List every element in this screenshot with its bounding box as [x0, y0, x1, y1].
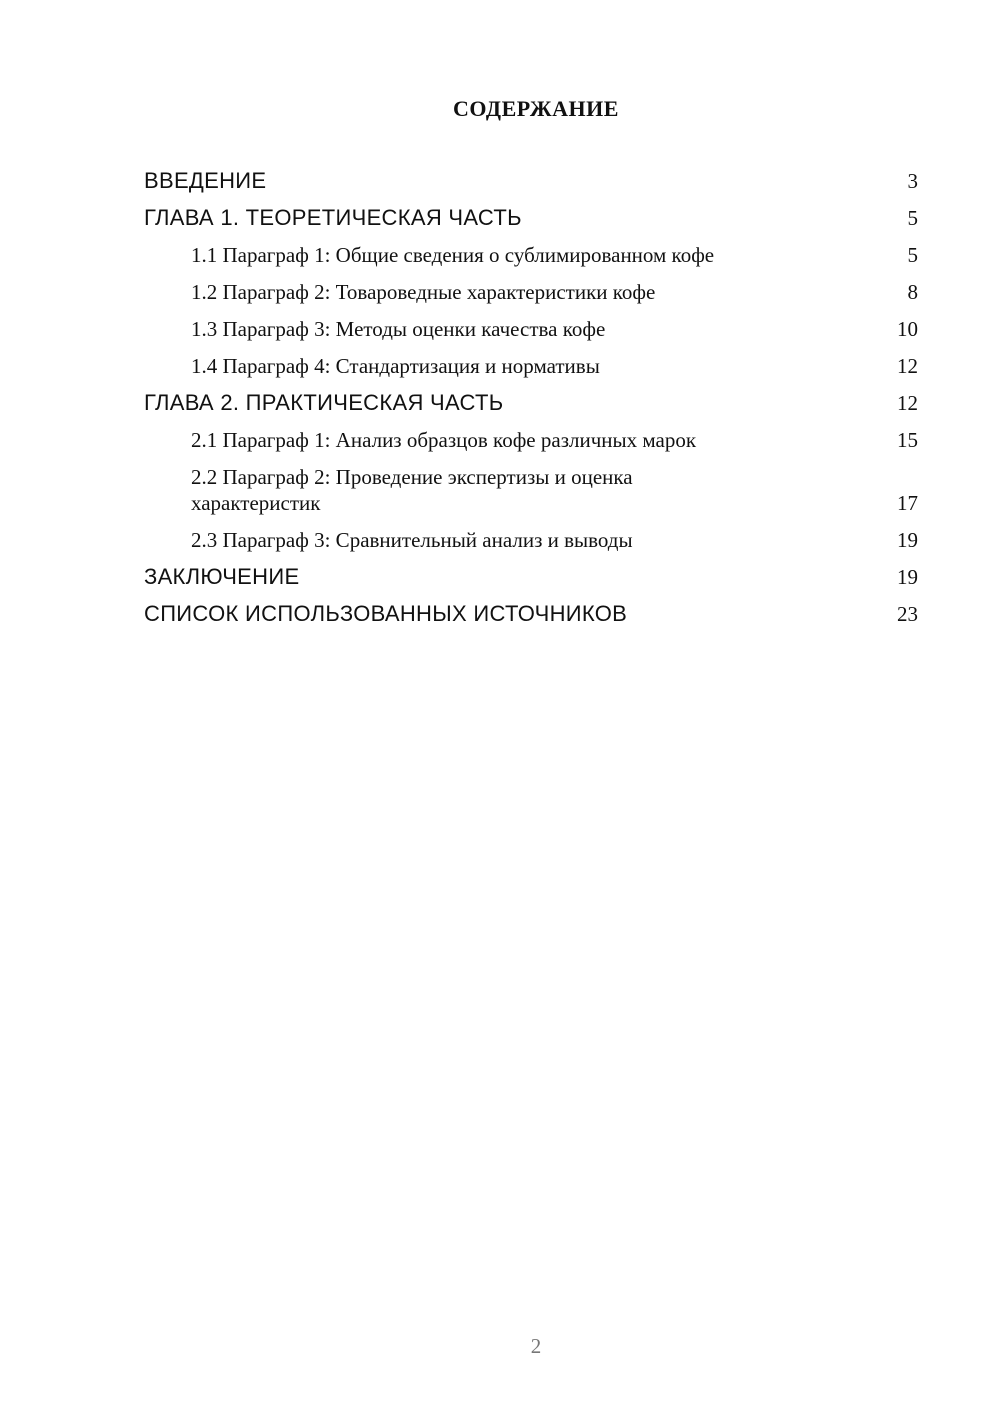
toc-entry-section-2-1[interactable] [144, 427, 918, 453]
toc-entry-section-1-3[interactable] [144, 316, 918, 342]
toc-entry-label: ГЛАВА 2. ПРАКТИЧЕСКАЯ ЧАСТЬ [144, 390, 504, 415]
toc-entry-label: 1.1 Параграф 1: Общие сведения о сублимированном кофе [191, 243, 715, 267]
toc-entry-page: 12 [897, 391, 918, 415]
toc-entry-page: 17 [897, 491, 918, 515]
toc-entry-label: ГЛАВА 1. ТЕОРЕТИЧЕСКАЯ ЧАСТЬ [144, 205, 522, 230]
page-number: 2 [530, 1334, 542, 1358]
toc-entry-label: 1.4 Параграф 4: Стандартизация и нормативы [191, 354, 600, 378]
toc-entry-label: 1.3 Параграф 3: Методы оценки качества кофе [191, 317, 606, 341]
toc-entry-page: 5 [907, 243, 918, 267]
toc-entry-label: 2.2 Параграф 2: Проведение экспертизы и оценка характеристик [191, 465, 633, 515]
toc-entry-label: 2.1 Параграф 1: Анализ образцов кофе различных марок [191, 428, 697, 452]
table-of-contents [144, 168, 918, 638]
toc-entry-label: 2.3 Параграф 3: Сравнительный анализ и выводы [191, 528, 633, 552]
toc-entry-label: СПИСОК ИСПОЛЬЗОВАННЫХ ИСТОЧНИКОВ [144, 601, 628, 626]
toc-entry-section-1-1[interactable] [144, 242, 918, 268]
toc-entry-page: 12 [897, 354, 918, 378]
toc-entry-page: 19 [897, 565, 918, 589]
toc-entry-section-2-3[interactable] [144, 527, 918, 553]
toc-entry-page: 15 [897, 428, 918, 452]
toc-entry-page: 5 [907, 206, 918, 230]
toc-title: СОДЕРЖАНИЕ [453, 96, 619, 121]
toc-entry-label: ЗАКЛЮЧЕНИЕ [144, 564, 300, 589]
toc-entry-chapter-1[interactable] [144, 205, 918, 231]
toc-entry-introduction[interactable] [144, 168, 918, 194]
toc-entry-conclusion[interactable] [144, 564, 918, 590]
toc-entry-section-1-2[interactable] [144, 279, 918, 305]
toc-entry-label: 1.2 Параграф 2: Товароведные характеристики кофе [191, 280, 656, 304]
toc-entry-page: 8 [907, 280, 918, 304]
toc-entry-page: 23 [897, 602, 918, 626]
toc-entry-chapter-2[interactable] [144, 390, 918, 416]
toc-entry-section-2-2[interactable] [144, 464, 918, 516]
toc-entry-label: ВВЕДЕНИЕ [144, 168, 267, 193]
toc-entry-section-1-4[interactable] [144, 353, 918, 379]
toc-entry-page: 19 [897, 528, 918, 552]
toc-entry-page: 3 [907, 169, 918, 193]
toc-entry-references[interactable] [144, 601, 918, 627]
toc-entry-page: 10 [897, 317, 918, 341]
